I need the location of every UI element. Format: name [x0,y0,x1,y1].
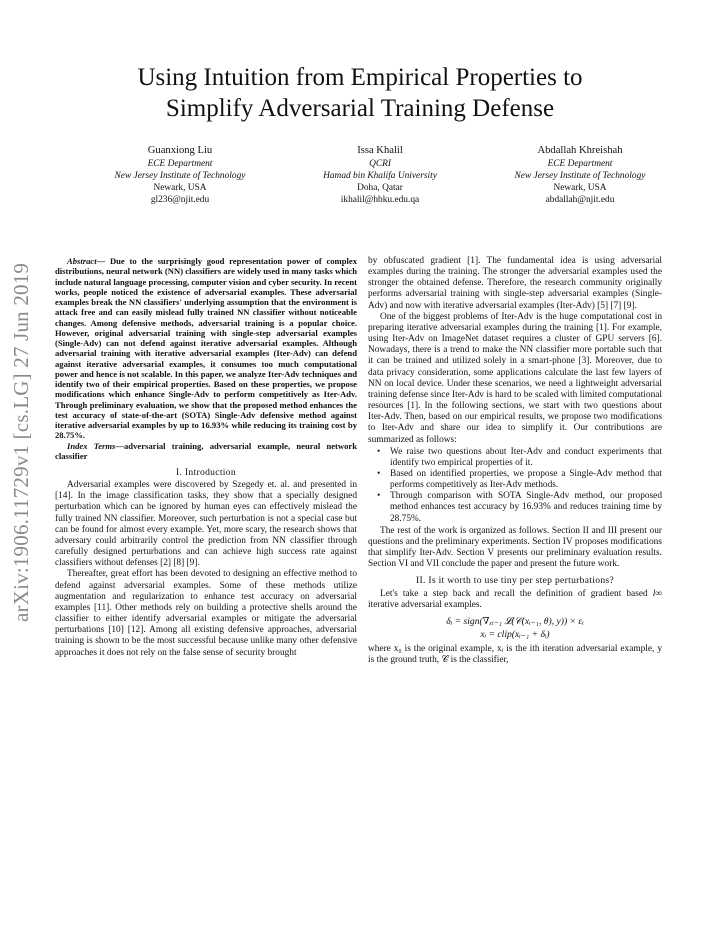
paper-title [0,62,720,124]
author-1 [80,144,280,207]
author-dept: QCRI [369,158,391,169]
author-dept: ECE Department [147,158,213,169]
p4-text-a: Let's take a step back and recall the definition of gradient based [380,588,653,599]
author-email: ikhalil@hbku.edu.qa [340,195,420,206]
right-paragraph-5: where x₀ is the original example, xᵢ is the ith iteration adversarial example, y is the ground truth, 𝒞 is the classifier, [368,643,662,665]
contribution-list [368,447,662,525]
author-loc: Newark, USA [153,183,207,194]
author-name: Issa Khalil [357,145,403,156]
author-name: Abdallah Khreishah [537,145,623,156]
intro-paragraph-2: Thereafter, great effort has been devoted to designing an effective method to defend against adversarial examples. Some of these methods utilize augmentation and regularization to enhance test accuracy on adversarial examples [11]. Other methods rely on building a protective shells around the classifier to either identify adversarial examples or mitigate the adversarial perturbations [10] [12]. Among all existing defensive approaches, adversarial training is shown to be the most successful because unlike many other defensive approaches it does not rely on the false sense of security brought [55,569,357,658]
equation-block [368,615,662,641]
author-inst: Hamad bin Khalifa University [323,170,437,181]
author-dept: ECE Department [547,158,613,169]
author-name: Guanxiong Liu [147,145,213,156]
intro-paragraph-1: Adversarial examples were discovered by Szegedy et. al. and presented in [14]. In the image classification tasks, they show that a specially designed perturbation which can be ignored by human eyes can effectively mislead the fully trained NN classifier. Moreover, such perturbation is not a special case but can be found for almost every example. Yet, more scary, the research shows that adversary could arbitrarily control the prediction from NN classifier through carefully designed perturbations and can achieve high success rate against classifiers without defenses [2] [8] [9]. [55,480,357,569]
author-block [80,144,680,207]
author-2 [280,144,480,207]
author-inst: New Jersey Institute of Technology [114,170,246,181]
equation-2: xᵢ = clip(xᵢ₋₁ + δᵢ) [480,628,550,640]
right-paragraph-3: The rest of the work is organized as follows. Section II and III present our questions and the preliminary experiments. Section IV proposes modifications that simplify Iter-Adv. Section V presents our preliminary evaluation results. Section VI and VII conclude the paper and present the future work. [368,525,662,570]
index-terms-label: Index Terms [67,440,116,451]
author-email: abdallah@njit.edu [545,195,615,206]
list-item: • We raise two questions about Iter-Adv and conduct experiments that identify two empirical properties of it. [368,447,662,469]
left-column [55,256,357,659]
section-heading-introduction: I. Introduction [176,467,236,478]
right-paragraph-4 [368,589,662,611]
linf-symbol: l∞ [652,588,662,599]
p4-text-b: iterative adversarial examples. [368,599,482,610]
right-column [368,256,662,666]
abstract-text: — Due to the surprisingly good representation power of complex distributions, neural network (NN) classifiers are widely used in many tasks which include natural language processing, computer vision and cyber security. In recent works, people noticed the existence of adversarial examples. These adversarial examples break the NN classifiers' underlying assumption that the environment is attack free and can easily mislead fully trained NN classifier without noticeable changes. Among defensive methods, adversarial training is a popular choice. However, original adversarial training with single-step adversarial examples (Single-Adv) can not defend against iterative adversarial examples. Although adversarial training with iterative adversarial examples (Iter-Adv) can defend against iterative adversarial examples, it consumes too much computational power and hence is not scalable. In this paper, we analyze Iter-Adv techniques and identify two of their empirical properties. Based on these properties, we propose modifications which enhance Single-Adv to perform competitively as Iter-Adv. Through preliminary evaluation, we show that the proposed method enhances the test accuracy of state-of-the-art (SOTA) Single-Adv defensive method against iterative adversarial examples by up to 16.93% while reducing its training cost by 28.75%. [55,256,357,441]
equation-1: δᵢ = sign(∇ₓᵢ₋₁ 𝓛(𝒞(xᵢ₋₁, θ), y)) × εᵢ [446,615,584,627]
author-email: gl236@njit.edu [150,195,210,206]
author-loc: Newark, USA [553,183,607,194]
abstract-label: Abstract [67,256,97,266]
index-terms [55,441,357,462]
index-terms-text: —adversarial training, adversarial example, neural network classifier [55,440,357,461]
arxiv-stamp: arXiv:1906.11729v1 [cs.LG] 27 Jun 2019 [9,262,33,622]
title-line-2: Simplify Adversarial Training Defense [165,95,555,122]
abstract [55,256,357,441]
list-item: • Through comparison with SOTA Single-Adv method, our proposed method enhances test accuracy by 16.93% and reduces training time by 28.75%. [368,491,662,524]
author-3 [480,144,680,207]
section-heading-2: II. Is it worth to use tiny per step perturbations? [415,575,615,587]
right-paragraph-2: One of the biggest problems of Iter-Adv is the huge computational cost in preparing iterative adversarial examples during the training [1]. For example, using Iter-Adv on ImageNet dataset requires a cluster of GPU servers [6]. Nowadays, there is a trend to make the NN classifier more portable such that it can be trained and utilized solely in a smart-phone [3]. Moreover, due to data privacy consideration, some applications calculate the last few layers of NN on local device. Under these scenarios, we need a lightweight adversarial training defense since Iter-Adv is hard to be scaled with limited computational resources [1]. In the following sections, we start with two questions about Iter-Adv. Then, based on our empirical results, we propose two modifications to Iter-Adv and share our idea to simplify it. Our contributions are summarized as follows: [368,311,662,445]
right-paragraph-1: by obfuscated gradient [1]. The fundamental idea is using adversarial examples during the training. The stronger the adversarial examples used the stronger the obtained defense. Therefore, the research community originally performs adversarial training with single-step adversarial examples (Single-Adv) and now with iterative adversarial examples (Iter-Adv) [5] [7] [9]. [368,256,662,311]
author-loc: Doha, Qatar [357,183,403,194]
title-line-1: Using Intuition from Empirical Properties to [137,64,583,91]
author-inst: New Jersey Institute of Technology [514,170,646,181]
list-item: • Based on identified properties, we propose a Single-Adv method that performs competitively as Iter-Adv methods. [368,469,662,491]
